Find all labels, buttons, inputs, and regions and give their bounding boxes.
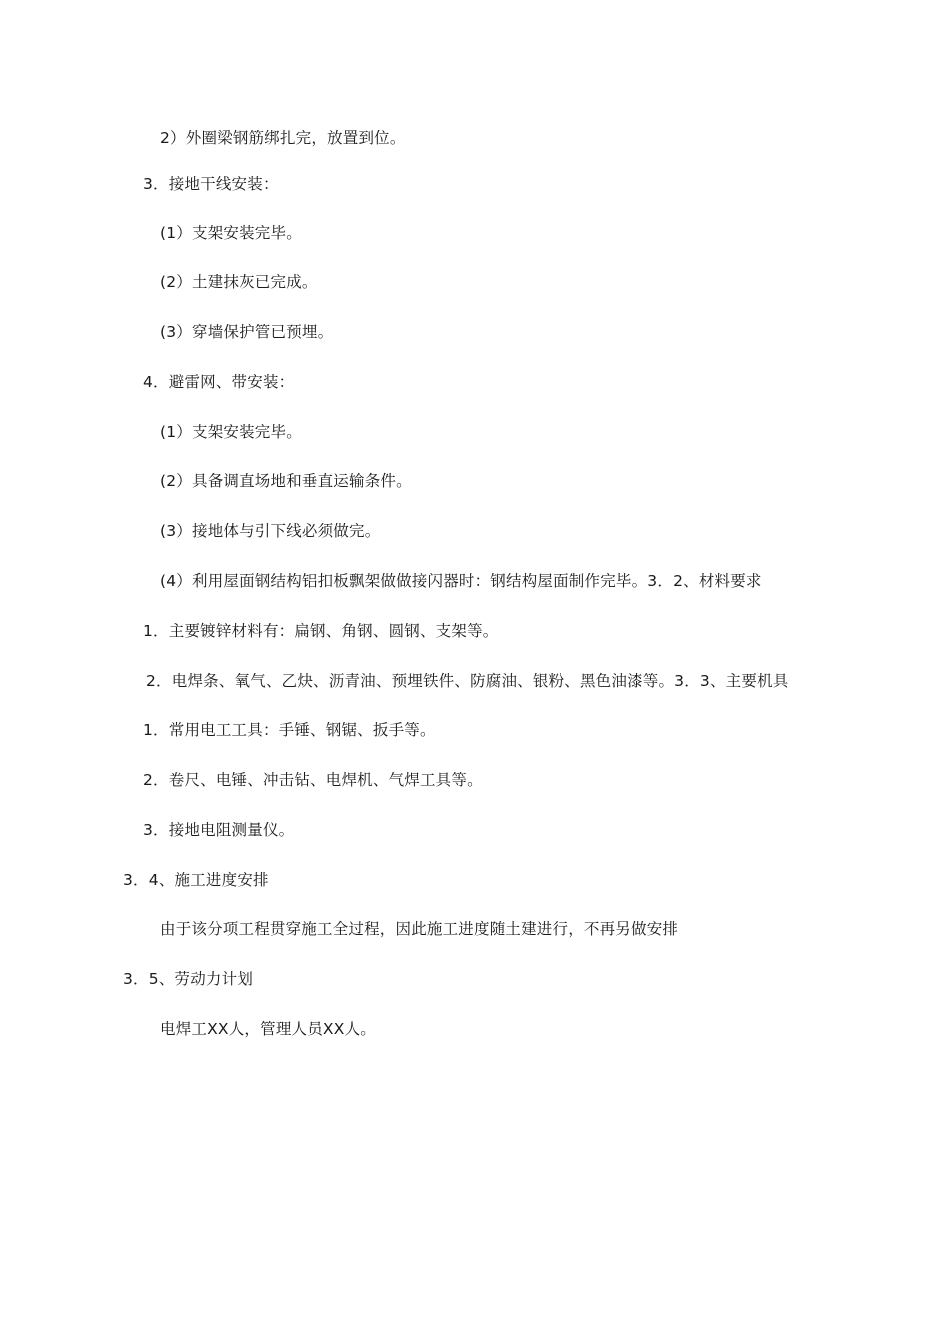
text-line: (1）支架安装完毕。 [160, 423, 302, 441]
text-line: (2）具备调直场地和垂直运输条件。 [160, 472, 412, 490]
text-line: (1）支架安装完毕。 [160, 224, 302, 242]
text-line: 1．主要镀锌材料有：扁钢、角钢、圆钢、支架等。 [143, 622, 499, 640]
section-heading: 4．避雷网、带安装： [143, 373, 295, 391]
text-line: 2．电焊条、氧气、乙炔、沥青油、预埋铁件、防腐油、银粉、黑色油漆等。3．3、主要机具 [146, 672, 789, 690]
text-line: (3）接地体与引下线必须做完。 [160, 522, 381, 540]
text-line: 1．常用电工工具：手锤、钢锯、扳手等。 [143, 721, 436, 739]
text-line: (4）利用屋面钢结构铝扣板飘架做做接闪器时：钢结构屋面制作完毕。3．2、材料要求 [160, 572, 762, 590]
paragraph: 电焊工XX人，管理人员XX人。 [160, 1020, 376, 1038]
paragraph: 由于该分项工程贯穿施工全过程，因此施工进度随土建进行，不再另做安排 [160, 920, 679, 938]
section-heading: 3．接地干线安装： [143, 175, 279, 193]
text-line: (3）穿墙保护管已预埋。 [160, 323, 334, 341]
section-heading: 3．4、施工进度安排 [123, 871, 269, 889]
text-line: 2．卷尺、电锤、冲击钻、电焊机、气焊工具等。 [143, 771, 483, 789]
text-line: 2）外圈梁钢筋绑扎完，放置到位。 [160, 129, 406, 147]
text-line: 3．接地电阻测量仪。 [143, 821, 295, 839]
section-heading: 3．5、劳动力计划 [123, 970, 254, 988]
text-line: (2）土建抹灰已完成。 [160, 273, 318, 291]
